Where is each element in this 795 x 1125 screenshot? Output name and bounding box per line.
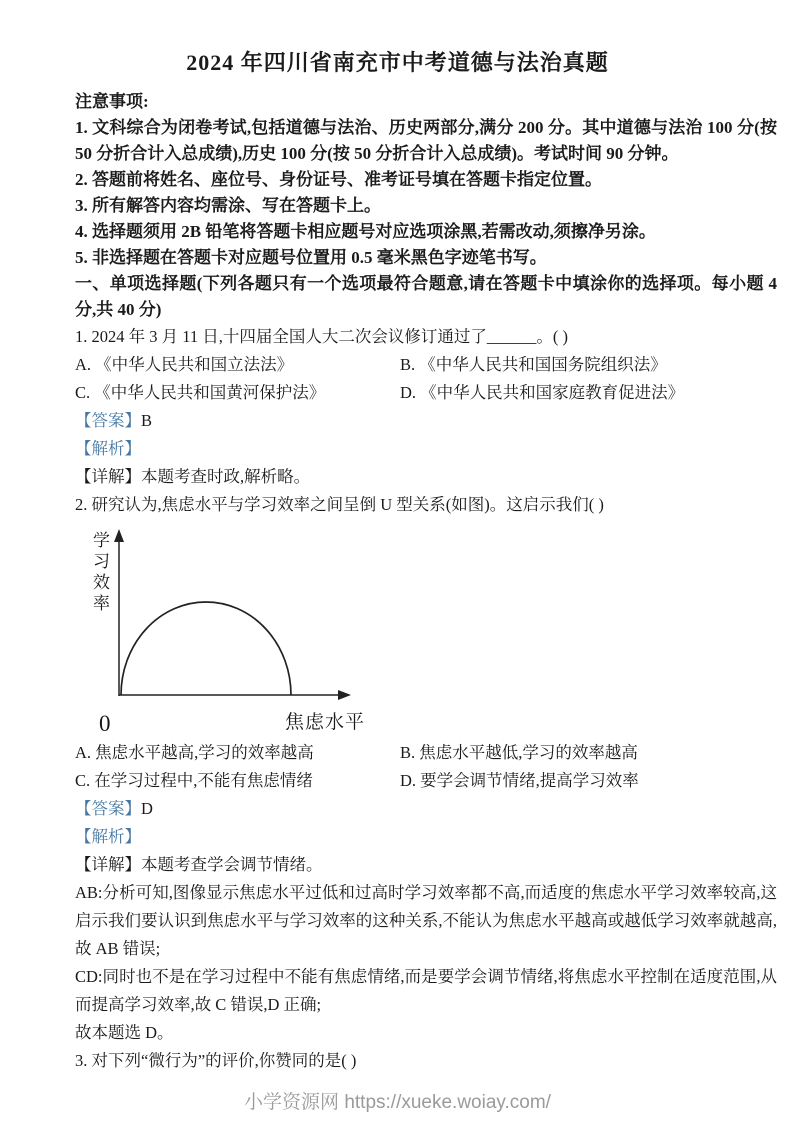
question-1-options <box>75 351 777 407</box>
question-3-block <box>75 1047 777 1075</box>
analysis-line <box>75 435 777 463</box>
option-a: A. 《中华人民共和国立法法》 <box>75 355 294 374</box>
answer-value: B <box>141 411 153 430</box>
explanation-conclusion: 故本题选 D。 <box>75 1023 174 1042</box>
answer-label: 【答案】 <box>75 411 141 430</box>
chart-axes-and-curve <box>89 527 379 729</box>
chart-x-axis-label: 焦虑水平 <box>285 712 366 733</box>
question-text: 3. 对下列“微行为”的评价,你赞同的是( ) <box>75 1051 357 1070</box>
question-text: 2. 研究认为,焦虑水平与学习效率之间呈倒 U 型关系(如图)。这启示我们( ) <box>75 495 604 514</box>
page-title: 2024 年四川省南充市中考道德与法治真题 <box>186 50 609 75</box>
chart-y-axis-label: 学习效率 <box>90 531 109 615</box>
option-d: D. 《中华人民共和国家庭教育促进法》 <box>400 383 685 402</box>
x-axis-arrow-icon <box>338 690 351 700</box>
notice-item: 4. 选择题须用 2B 铅笔将答题卡相应题号对应选项涂黑,若需改动,须擦净另涂。 <box>75 222 656 241</box>
question-text: 1. 2024 年 3 月 11 日,十四届全国人大二次会议修订通过了______。( ) <box>75 327 569 346</box>
answer-label: 【答案】 <box>75 799 141 818</box>
option-b: B. 《中华人民共和国国务院组织法》 <box>400 355 667 374</box>
chart-origin-label: 0 <box>99 711 111 736</box>
notice-item: 5. 非选择题在答题卡对应题号位置用 0.5 毫米黑色字迹笔书写。 <box>75 248 547 267</box>
question-2-options <box>75 739 777 795</box>
notice-item: 1. 文科综合为闭卷考试,包括道德与法治、历史两部分,满分 200 分。其中道德与法治 100 分(按 50 分折合计入总成绩),历史 100 分(按 50 分折合计入总成绩)。考试时间 90 分钟。 <box>75 118 777 163</box>
answer-line <box>75 407 777 435</box>
option-d: D. 要学会调节情绪,提高学习效率 <box>400 771 639 790</box>
watermark-footer: 小学资源网 https://xueke.woiay.com/ <box>244 1092 551 1113</box>
notice-item: 2. 答题前将姓名、座位号、身份证号、准考证号填在答题卡指定位置。 <box>75 170 602 189</box>
section-heading: 一、单项选择题(下列各题只有一个选项最符合题意,请在答题卡中填涂你的选择项。每小题 4 分,共 40 分) <box>75 274 777 319</box>
y-axis-arrow-icon <box>114 529 124 542</box>
notice-item: 3. 所有解答内容均需涂、写在答题卡上。 <box>75 196 381 215</box>
question-2-block <box>75 491 777 1047</box>
answer-line <box>75 795 777 823</box>
analysis-label: 【解析】 <box>75 827 141 846</box>
notice-section <box>75 89 777 323</box>
explanation-cd: CD:同时也不是在学习过程中不能有焦虑情绪,而是要学会调节情绪,将焦虑水平控制在适度范围,从而提高学习效率,故 C 错误,D 正确; <box>75 967 777 1014</box>
analysis-label: 【解析】 <box>75 439 141 458</box>
analysis-line <box>75 823 777 851</box>
option-c: C. 在学习过程中,不能有焦虑情绪 <box>75 771 313 790</box>
inverted-u-curve <box>121 602 291 695</box>
question-1-block <box>75 323 777 491</box>
answer-value: D <box>141 799 153 818</box>
option-c: C. 《中华人民共和国黄河保护法》 <box>75 383 326 402</box>
detail-line: 【详解】本题考查学会调节情绪。 <box>75 855 323 874</box>
option-b: B. 焦虑水平越低,学习的效率越高 <box>400 743 638 762</box>
anxiety-learning-chart <box>89 527 379 736</box>
detail-line: 【详解】本题考查时政,解析略。 <box>75 467 311 486</box>
notice-heading: 注意事项: <box>75 92 149 111</box>
option-a: A. 焦虑水平越高,学习的效率越高 <box>75 743 314 762</box>
explanation-ab: AB:分析可知,图像显示焦虑水平过低和过高时学习效率都不高,而适度的焦虑水平学习效率较高,这启示我们要认识到焦虑水平与学习效率的这种关系,不能认为焦虑水平越高或越低学习效率就越高,故 AB 错误; <box>75 883 777 958</box>
